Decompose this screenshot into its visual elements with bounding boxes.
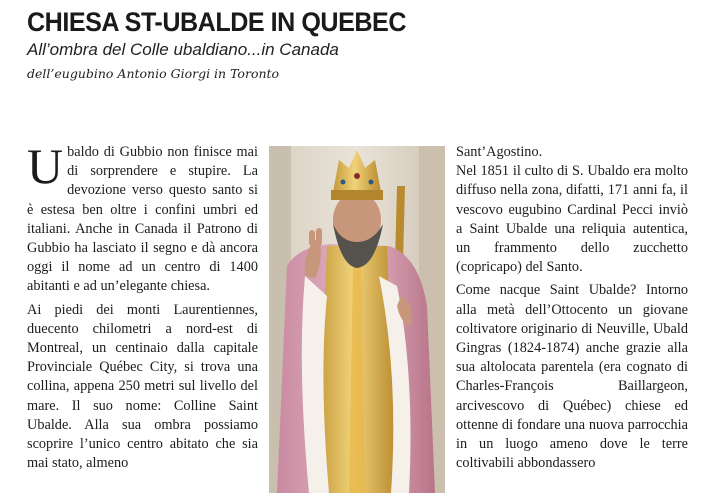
text-column-right <box>456 143 688 493</box>
article-subtitle: All’ombra del Colle ubaldiano...in Canada <box>27 40 339 59</box>
saint-ubaldo-statue-photo <box>269 146 445 493</box>
article-byline: dell’eugubino Antonio Giorgi in Toronto <box>27 66 280 81</box>
drop-cap: U <box>27 143 64 194</box>
text-column-left <box>27 143 258 493</box>
article-title: CHIESA ST-UBALDE IN QUEBEC <box>27 7 407 37</box>
paragraph: baldo di Gubbio non finisce mai di sorprendere e stupire. La devozione verso questo santo si è estesa ben oltre i confini umbri ed italiani. Anche in Canada il Patrono di Gubbio ha lasciato il segno e dà ancora oggi il nome ad un centro di 1400 abitanti e ad un’elegante chiesa. <box>27 144 258 295</box>
paragraph: Come nacque Saint Ubalde? Intorno alla metà dell’Ottocento un giovane coltivatore originario di Neuville, Ubald Gingras (1824-1874) anche grazie alla sua altolocata parentela (era cognato di Charles-François Baillargeon, arcivescovo di Québec) chiese ed ottenne di fondare una nuova parrocchia in un luogo ameno dove le terre coltivabili abbondassero <box>456 282 688 472</box>
paragraph: Ai piedi dei monti Laurentiennes, duecento chilometri a nord-est di Montreal, un centinaio dalla capitale Provinciale Québec City, si trova una collina, appena 250 metri sul livello del mare. Il suo nome: Colline Saint Ubalde. Alla sua ombra possiamo scoprire l’unico centro abitato che sia mai stato, almeno <box>27 301 258 472</box>
paragraph: Sant’Agostino. <box>456 144 543 160</box>
paragraph: Nel 1851 il culto di S. Ubaldo era molto diffuso nella zona, difatti, 171 anni fa, il vescovo eugubino Cardinal Pecci inviò a Saint Ubalde una reliquia autentica, un frammento dello zucchetto (copricapo) del Santo. <box>456 163 688 276</box>
